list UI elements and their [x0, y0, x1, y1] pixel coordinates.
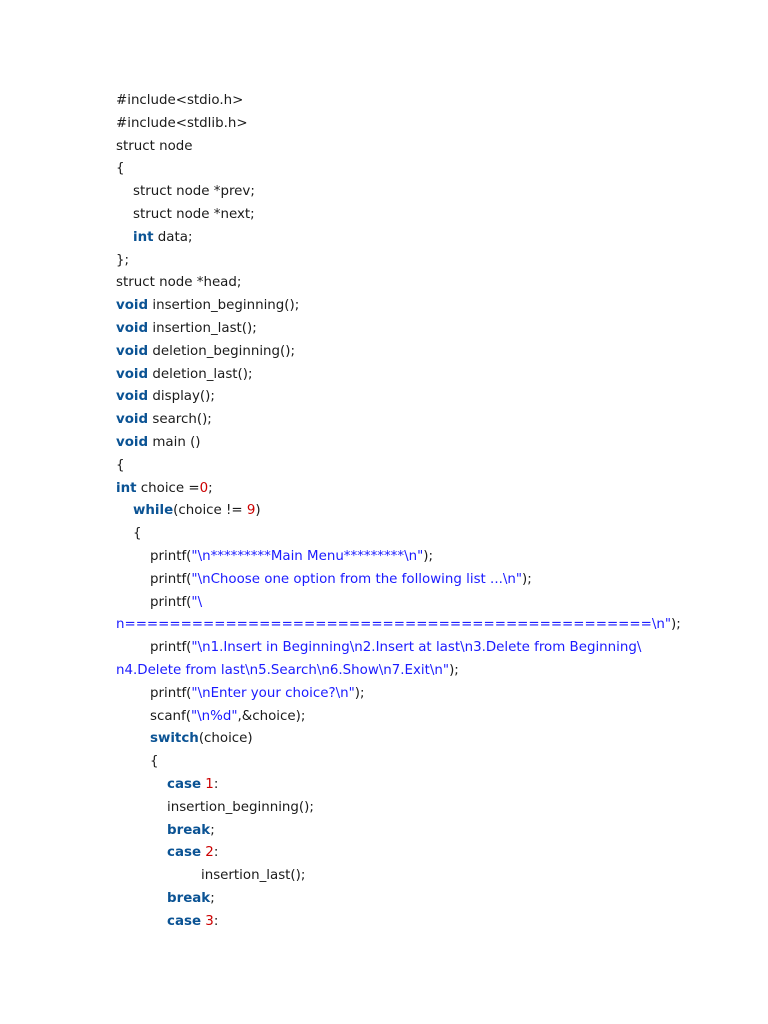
code-number: 3 [205, 913, 214, 929]
code-line [116, 660, 656, 683]
code-text: #include<stdio.h> [116, 93, 244, 108]
code-text: printf( [150, 548, 192, 564]
code-text: insertion_beginning(); [148, 298, 300, 314]
code-text: ); [354, 685, 365, 701]
code-text: ; [208, 480, 213, 496]
code-string: "\n1.Insert in Beginning\n2.Insert at last\n3.Delete from Beginning\ [191, 640, 642, 656]
code-text: ; [210, 890, 215, 906]
code-keyword: int [116, 480, 137, 496]
code-text: ; [210, 822, 215, 838]
code-line [116, 250, 656, 273]
code-number: 0 [199, 480, 209, 496]
code-text: data; [153, 229, 193, 245]
code-line [116, 865, 656, 888]
code-line [116, 272, 656, 295]
code-line [116, 911, 656, 934]
code-keyword: void [116, 320, 149, 336]
code-keyword: void [116, 298, 149, 314]
code-text: ); [423, 548, 433, 564]
code-keyword: case [167, 845, 202, 861]
code-text: struct node *head; [116, 275, 242, 291]
code-line [116, 158, 656, 181]
code-line [116, 500, 656, 523]
code-line [116, 637, 656, 660]
code-keyword: case [167, 913, 202, 929]
code-text: : [213, 913, 219, 929]
code-text: { [116, 457, 125, 473]
code-line [116, 614, 681, 637]
code-keyword: void [116, 343, 149, 359]
code-number: 1 [205, 776, 214, 792]
code-text: insertion_last(); [148, 320, 257, 336]
code-line [116, 728, 656, 751]
code-line [116, 820, 656, 843]
code-text: }; [116, 252, 130, 268]
code-text: search(); [148, 412, 212, 428]
code-keyword: while [133, 503, 174, 519]
code-text: insertion_last(); [201, 868, 306, 884]
code-text: ); [522, 571, 532, 587]
code-text: insertion_beginning(); [167, 799, 314, 815]
code-line [116, 295, 656, 318]
code-text: printf( [150, 685, 192, 701]
code-string: n4.Delete from last\n5.Search\n6.Show\n7.Exit\n" [116, 662, 450, 678]
code-number: 9 [246, 503, 256, 519]
code-keyword: break [167, 890, 211, 906]
code-keyword: void [116, 434, 149, 450]
code-line [116, 683, 656, 706]
code-text: struct node *next; [133, 206, 255, 222]
code-keyword: void [116, 412, 149, 428]
code-line [116, 364, 656, 387]
code-line [116, 888, 656, 911]
code-text: { [116, 161, 125, 177]
code-line [116, 455, 656, 478]
code-text: printf( [150, 571, 192, 587]
code-text: struct node *prev; [133, 184, 255, 200]
code-line [116, 842, 656, 865]
code-line [116, 706, 656, 729]
code-text: main () [148, 434, 201, 450]
code-text: #include<stdlib.h> [116, 115, 248, 131]
code-text: display(); [148, 389, 215, 405]
code-text: : [213, 845, 219, 861]
code-line [116, 113, 656, 136]
code-string: n===============================================\n" [116, 617, 671, 633]
code-line [116, 797, 656, 820]
code-text: printf( [150, 640, 192, 656]
code-line [116, 478, 656, 501]
code-line [116, 751, 656, 774]
code-text: { [150, 754, 159, 770]
code-text: { [133, 526, 142, 542]
code-string: "\nEnter your choice?\n" [191, 685, 355, 701]
code-line [116, 409, 656, 432]
code-line [116, 341, 656, 364]
code-keyword: switch [150, 731, 199, 747]
code-text: (choice != [173, 503, 247, 519]
code-text: (choice) [198, 731, 253, 747]
code-number: 2 [205, 845, 214, 861]
code-text: ,&choice); [237, 708, 306, 724]
code-text: printf( [150, 594, 192, 610]
code-string: "\nChoose one option from the following list ...\n" [191, 571, 522, 587]
code-string: "\n*********Main Menu*********\n" [191, 548, 424, 564]
code-keyword: break [167, 822, 211, 838]
code-text: deletion_last(); [148, 366, 253, 382]
code-line [116, 136, 656, 159]
code-text: ) [255, 503, 261, 519]
code-line [116, 181, 656, 204]
code-line [116, 90, 656, 113]
code-text: struct node [116, 138, 193, 154]
code-text: ); [670, 617, 681, 633]
code-string: "\n%d" [190, 708, 238, 724]
code-keyword: case [167, 776, 202, 792]
code-text: scanf( [150, 708, 191, 724]
code-line [116, 546, 656, 569]
code-keyword: void [116, 389, 149, 405]
code-line [116, 227, 656, 250]
code-text: choice = [136, 480, 200, 496]
code-line [116, 432, 656, 455]
code-line [116, 386, 656, 409]
code-line [116, 204, 656, 227]
code-line [116, 523, 656, 546]
code-line [116, 774, 656, 797]
code-line [116, 569, 656, 592]
code-text: deletion_beginning(); [148, 343, 296, 359]
code-line [116, 592, 656, 615]
code-text: : [213, 776, 219, 792]
code-string: "\ [191, 594, 203, 610]
code-keyword: void [116, 366, 149, 382]
code-text: ); [449, 662, 459, 678]
code-line [116, 318, 656, 341]
code-block [116, 90, 681, 933]
code-keyword: int [133, 229, 154, 245]
